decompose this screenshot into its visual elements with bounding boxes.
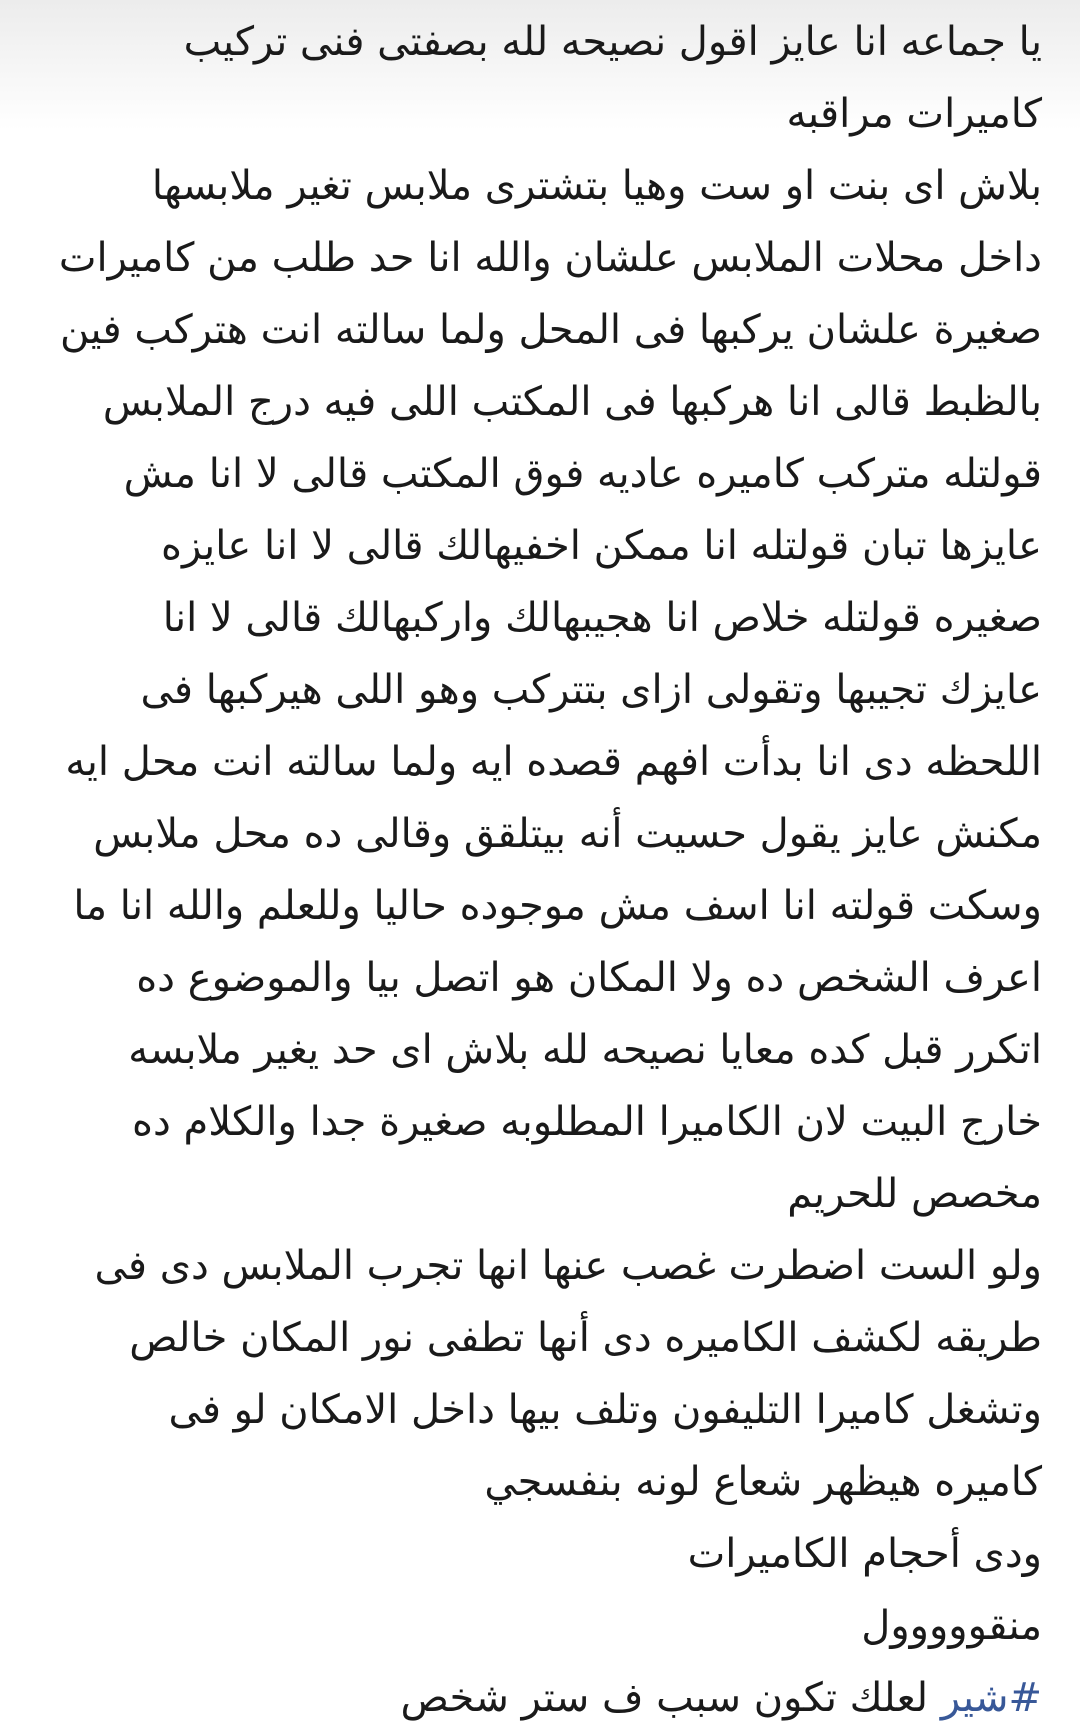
post-line: ودى أحجام الكاميرات (687, 1531, 1042, 1577)
post-line: منقووووول (861, 1603, 1042, 1649)
post-line: صغيرة علشان يركبها فى المحل ولما سالته انت هتركب فين (59, 307, 1042, 353)
post-line: بالظبط قالى انا هركبها فى المكتب اللى فيه درج الملابس (102, 379, 1042, 425)
post-line: كاميرات مراقبه (786, 91, 1042, 137)
post-line: طريقه لكشف الكاميره دى أنها تطفى نور المكان خالص (129, 1315, 1042, 1361)
post-line: صغيره قولتله خلاص انا هجيبهالك واركبهالك قالى لا انا (162, 595, 1042, 641)
post-line: كاميره هيظهر شعاع لونه بنفسجي (484, 1459, 1042, 1505)
post-line: عايزك تجيبها وتقولى ازاى بتتركب وهو اللى هيركبها فى (140, 667, 1042, 713)
post-line: عايزها تبان قولتله انا ممكن اخفيهالك قالى لا انا عايزه (161, 523, 1042, 569)
post-line: خارج البيت لان الكاميرا المطلوبه صغيرة جدا والكلام ده (132, 1099, 1042, 1145)
post-line: اتكرر قبل كده معايا نصيحه لله بلاش اى حد يغير ملابسه (128, 1027, 1042, 1073)
post-line: قولتله متركب كاميره عاديه فوق المكتب قالى لا انا مش (123, 451, 1042, 497)
post-line: بلاش اى بنت او ست وهيا بتشترى ملابس تغير ملابسها (151, 163, 1042, 209)
post-line: مخصص للحريم (787, 1171, 1042, 1217)
post-line: وتشغل كاميرا التليفون وتلف بيها داخل الامكان لو فى (168, 1387, 1042, 1433)
post-line: داخل محلات الملابس علشان والله انا حد طلب من كاميرات (58, 235, 1042, 281)
post-text (44, 6, 1042, 1734)
post-line: وسكت قولته انا اسف مش موجوده حاليا وللعلم والله انا ما (73, 883, 1042, 929)
post-line: ولو الست اضطرت غصب عنها انها تجرب الملابس دى فى (94, 1243, 1042, 1289)
hashtag-line (44, 1662, 1042, 1734)
post-line: اعرف الشخص ده ولا المكان هو اتصل بيا والموضوع ده (136, 955, 1042, 1001)
post-line: يا جماعه انا عايز اقول نصيحه لله بصفتى فنى تركيب (183, 19, 1042, 65)
hashtag-link[interactable]: #شير (940, 1675, 1042, 1721)
post-line: اللحظه دى انا بدأت افهم قصده ايه ولما سالته انت محل ايه (65, 739, 1042, 785)
hashtag-line-text: لعلك تكون سبب ف ستر شخص (400, 1675, 941, 1721)
post-line: مكنش عايز يقول حسيت أنه بيتلقق وقالى ده محل ملابس (93, 811, 1042, 857)
